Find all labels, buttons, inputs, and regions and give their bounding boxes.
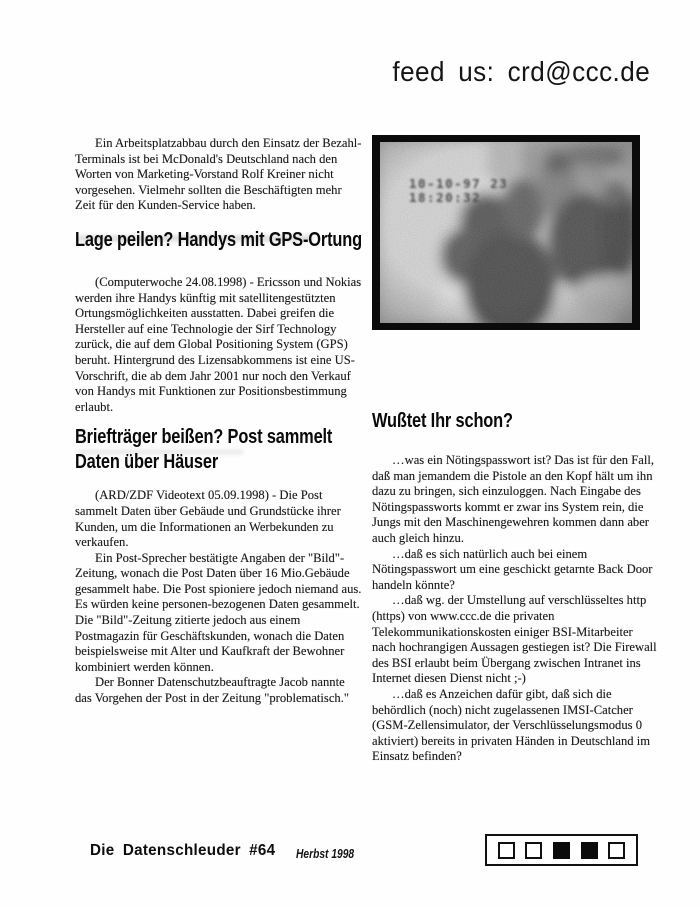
paragraph-post-1: (ARD/ZDF Videotext 05.09.1998) - Die Post sammelt Daten über Gebäude und Grundstücke ihrer Kunden, um die Informationen an Werbekunden zu verkaufen. [75, 488, 341, 550]
registration-mark-filled [581, 842, 598, 859]
header-contact-line: feed us: crd@ccc.de [392, 56, 650, 87]
wusstet-item: …was ein Nötingspasswort ist? Das ist für den Fall, daß man jemandem die Pistole an den Kopf hält um ihn dazu zu bringen, sich einzuloggen. Nach Eingabe des Nötingspassworts kommt er zwar ins System rein, die Jungs mit den Maschinengewehren kommen dann aber auch gleich hinzu. [372, 453, 654, 545]
cctv-photo-image [372, 135, 640, 330]
paragraph-post-2: Ein Post-Sprecher bestätigte Angaben der "Bild"-Zeitung, wonach die Post Daten über 16 Mio.Gebäude gesammelt habe. Die Post spioniere jedoch niemand aus. Es würden keine personen-bezogenen Daten gesammelt. Die "Bild"-Zeitung zitierte jedoch aus einem Postmagazin für Geschäftskunden, wonach die Daten beispielsweise mit Alter und Kaufkraft der Bewohner kombiniert werden können. [75, 550, 362, 674]
heading-post-daten: Briefträger beißen? Post sammelt Daten über Häuser [75, 426, 333, 474]
registration-mark-outline [525, 842, 542, 859]
paragraph-mcdonalds: Ein Arbeitsplatzabbau durch den Einsatz der Bezahl- Terminals ist bei McDonald's Deutschland nach den Worten von Marketing-Vorstand Rolf Kreiner nicht vorgesehen. Vielmehr sollten die Beschäftigten mehr Zeit für den Kunden-Service haben. [75, 136, 362, 213]
registration-marks [485, 834, 638, 866]
footer-magazine-title: Die Datenschleuder #64 [90, 842, 276, 859]
paragraph-post-3: Der Bonner Datenschutzbeauftragte Jacob nannte das Vorgehen der Post in der Zeitung "problematisch." [75, 675, 350, 706]
registration-mark-outline [498, 842, 515, 859]
footer-issue-date: Herbst 1998 [296, 847, 355, 861]
heading-gps-ortung: Lage peilen? Handys mit GPS-Ortung [75, 228, 362, 251]
cctv-photo [372, 135, 640, 330]
heading-wusstet-ihr-schon: Wußtet Ihr schon? [372, 410, 513, 432]
wusstet-item: …daß es Anzeichen dafür gibt, daß sich die behördlich (noch) nicht zugelassenen IMSI-Catcher (GSM-Zellensimulator, der Verschlüsselungsmodus 0 aktiviert) bereits in privaten Händen in Deutschland im Einsatz befinden? [372, 686, 651, 764]
wusstet-item: …daß wg. der Umstellung auf verschlüsseltes http (https) von www.ccc.de die privaten Telekommunikationskosten einiger BSI-Mitarbeiter nach hochrangigen Aussagen gestiegen ist? Die Firewall des BSI erlaubt beim Übergang zwischen Intranet ins Internet diesen Dienst nicht ;-) [372, 593, 657, 686]
photo-grain [380, 142, 632, 323]
wusstet-item: …daß es sich natürlich auch bei einem Nötingspasswort um eine geschickt getarnte Back Door handeln könnte? [372, 546, 653, 592]
registration-mark-filled [553, 842, 570, 859]
paragraph-gps: (Computerwoche 24.08.1998) - Ericsson und Nokias werden ihre Handys künftig mit satellitengestützten Ortungsmöglichkeiten ausstatten. Dabei greifen die Hersteller auf eine Technologie der Sirf Technology zurück, die auf dem Global Positioning System (GPS) beruht. Hintergrund des Lizensabkommens ist eine US-Vorschrift, die ab dem Jahr 2001 nur noch den Verkauf von Handys mit Funktionen zur Positionsbestimmung erlaubt. [75, 274, 362, 414]
right-column [372, 135, 658, 765]
registration-mark-outline [608, 842, 625, 859]
left-column [75, 136, 364, 707]
